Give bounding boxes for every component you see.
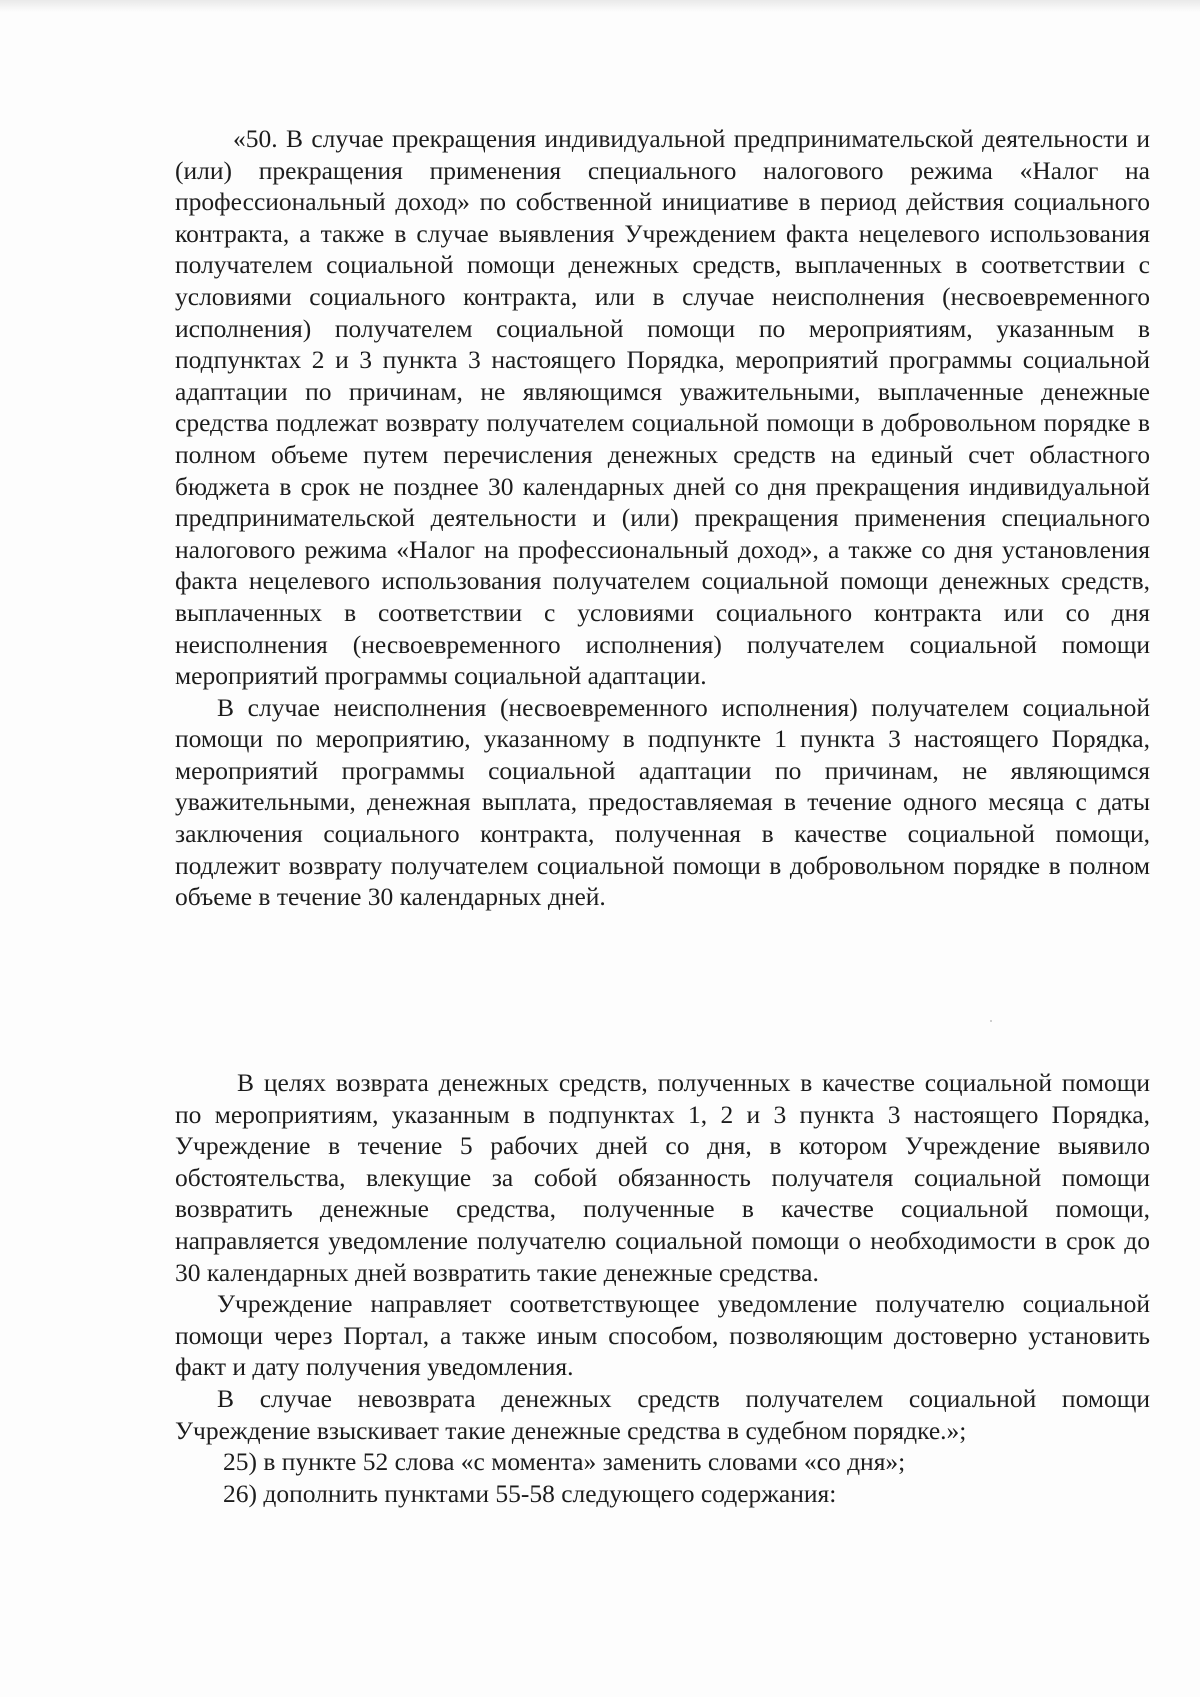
text-block-1 xyxy=(175,123,1150,913)
paragraph-non-execution: В случае неисполнения (несвоевременного исполнения) получателем социальной помощи по мероприятию, указанному в подпункте 1 пункта 3 настоящего Порядка, мероприятий программы социальной адаптации по причинам, не являющимся уважительными, денежная выплата, предоставляемая в течение одного месяца с даты заключения социального контракта, полученная в качестве социальной помощи, подлежит возврату получателем социальной помощи в добровольном порядке в полном объеме в течение 30 календарных дней. xyxy=(175,692,1150,912)
list-item-26: 26) дополнить пунктами 55-58 следующего содержания: xyxy=(223,1478,837,1508)
paragraph-return-notice: В целях возврата денежных средств, полученных в качестве социальной помощи по мероприятиям, указанным в подпунктах 1, 2 и 3 пункта 3 настоящего Порядка, Учреждение в течение 5 рабочих дней со дня, в котором Учреждение выявило обстоятельства, влекущие за собой обязанность получателя социальной помощи возвратить денежные средства, полученные в качестве социальной помощи, направляется уведомление получателю социальной помощи о необходимости в срок до 30 календарных дней возвратить такие денежные средства. xyxy=(175,1068,1150,1287)
paragraph-portal-notice: Учреждение направляет соответствующее уведомление получателю социальной помощи через Портал, а также иным способом, позволяющим достоверно установить факт и дату получения уведомления. xyxy=(175,1289,1150,1382)
list-item-25: 25) в пункте 52 слова «с момента» заменить словами «со дня»; xyxy=(223,1447,906,1477)
text-block-2 xyxy=(175,1067,1150,1509)
scan-speck xyxy=(990,1020,992,1022)
paragraph-50: «50. В случае прекращения индивидуальной предпринимательской деятельности и (или) прекращения применения специального налогового режима «Налог на профессиональный доход» по собственной инициативе в период действия социального контракта, а также в случае выявления Учреждением факта нецелевого использования получателем социальной помощи денежных средств, выплаченных в соответствии с условиями социального контракта, или в случае неисполнения (несвоевременного исполнения) получателем социальной помощи по мероприятиям, указанным в подпунктах 2 и 3 пункта 3 настоящего Порядка, мероприятий программы социальной адаптации по причинам, не являющимся уважительными, выплаченные денежные средства подлежат возврату получателем социальной помощи в добровольном порядке в полном объеме путем перечисления денежных средств на единый счет областного бюджета в срок не позднее 30 календарных дней со дня прекращения индивидуальной предпринимательской деятельности и (или) прекращения применения специального налогового режима «Налог на профессиональный доход», а также со дня установления факта нецелевого использования получателем социальной помощи денежных средств, выплаченных в соответствии с условиями социального контракта или со дня неисполнения (несвоевременного исполнения) получателем социальной помощи мероприятий программы социальной адаптации. xyxy=(175,124,1150,691)
scan-top-edge xyxy=(0,0,1200,12)
paragraph-court-recovery: В случае невозврата денежных средств получателем социальной помощи Учреждение взыскивает такие денежные средства в судебном порядке.»; xyxy=(175,1383,1150,1445)
